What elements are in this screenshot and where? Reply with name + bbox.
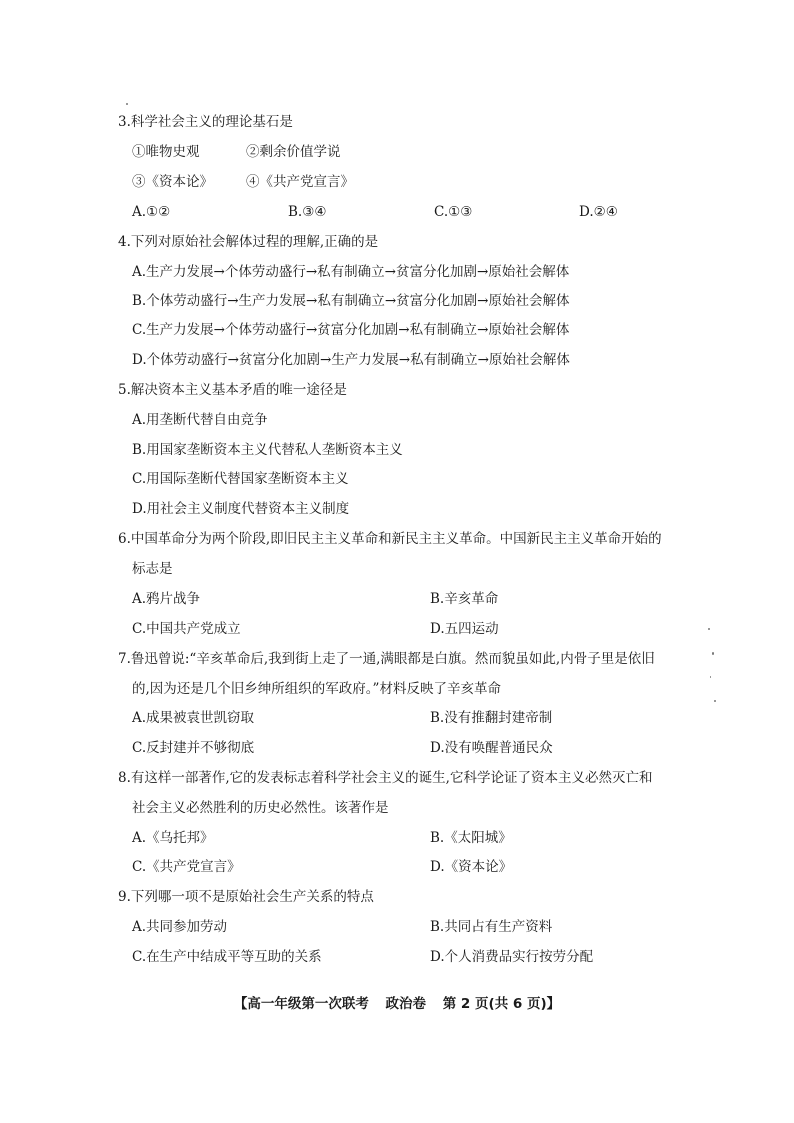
footer-exam-name: 【高一年级第一次联考 [233,996,369,1012]
q4-option-d: D.个体劳动盛行→贫富分化加剧→生产力发展→私有制确立→原始社会解体 [132,352,570,368]
q8-option-c: C.《共产党宣言》 [132,859,241,875]
q8-stem-line2: 社会主义必然胜利的历史必然性。该著作是 [132,800,389,816]
q8-option-d: D.《资本论》 [430,859,513,875]
q6-option-c: C.中国共产党成立 [132,621,241,637]
scan-speck [126,103,128,105]
q7-option-d: D.没有唤醒普通民众 [430,740,553,756]
q4-option-b: B.个体劳动盛行→生产力发展→私有制确立→贫富分化加剧→原始社会解体 [132,293,570,309]
q7-option-b: B.没有推翻封建帝制 [430,710,553,726]
q6-stem-line1: 6.中国革命分为两个阶段,即旧民主主义革命和新民主主义革命。中国新民主主义革命开始的 [118,531,662,547]
q3-option-c: C.①③ [434,204,473,220]
q7-stem-line2: 的,因为还是几个旧乡绅所组织的军政府。”材料反映了辛亥革命 [132,681,501,697]
q5-option-b: B.用国家垄断资本主义代替私人垄断资本主义 [132,442,403,458]
q9-stem: 9.下列哪一项不是原始社会生产关系的特点 [118,889,374,905]
q7-option-c: C.反封建并不够彻底 [132,740,255,756]
q9-option-d: D.个人消费品实行按劳分配 [430,949,594,965]
q3-option-b: B.③④ [288,204,327,220]
footer-subject: 政治卷 [385,996,427,1012]
q3-item-4: ④《共产党宣言》 [246,174,354,190]
q8-stem-line1: 8.有这样一部著作,它的发表标志着科学社会主义的诞生,它科学论证了资本主义必然灭亡和 [118,770,653,786]
q3-item-1: ①唯物史观 [132,144,200,160]
q3-option-d: D.②④ [579,204,618,220]
q3-item-2: ②剩余价值学说 [246,144,341,160]
q3-option-a: A.①② [132,204,171,220]
q7-stem-line1: 7.鲁迅曾说:“辛亥革命后,我到街上走了一通,满眼都是白旗。然而貌虽如此,内骨子里是依旧 [118,651,655,667]
q6-option-a: A.鸦片战争 [132,591,201,607]
scan-speck [714,700,716,702]
q7-option-a: A.成果被袁世凯窃取 [132,710,255,726]
scan-speck [710,676,711,678]
q9-option-b: B.共同占有生产资料 [430,919,553,935]
q9-option-a: A.共同参加劳动 [132,919,228,935]
scan-speck [708,628,710,630]
q4-stem: 4.下列对原始社会解体过程的理解,正确的是 [118,234,379,250]
q9-option-c: C.在生产中结成平等互助的关系 [132,949,322,965]
q5-option-c: C.用国际垄断代替国家垄断资本主义 [132,471,349,487]
q4-option-a: A.生产力发展→个体劳动盛行→私有制确立→贫富分化加剧→原始社会解体 [132,264,570,280]
q4-option-c: C.生产力发展→个体劳动盛行→贫富分化加剧→私有制确立→原始社会解体 [132,322,570,338]
q6-stem-line2: 标志是 [132,561,173,577]
q8-option-a: A.《乌托邦》 [132,830,214,846]
scan-speck [712,652,714,655]
q5-option-a: A.用垄断代替自由竞争 [132,412,268,428]
q5-stem: 5.解决资本主义基本矛盾的唯一途径是 [118,382,347,398]
footer-page-number: 第 2 页(共 6 页)】 [442,996,561,1012]
q8-option-b: B.《太阳城》 [430,830,512,846]
q3-item-3: ③《资本论》 [132,174,213,190]
q5-option-d: D.用社会主义制度代替资本主义制度 [132,501,350,517]
page-footer [0,992,794,1012]
q6-option-b: B.辛亥革命 [430,591,499,607]
q6-option-d: D.五四运动 [430,621,499,637]
q3-stem: 3.科学社会主义的理论基石是 [118,114,293,130]
